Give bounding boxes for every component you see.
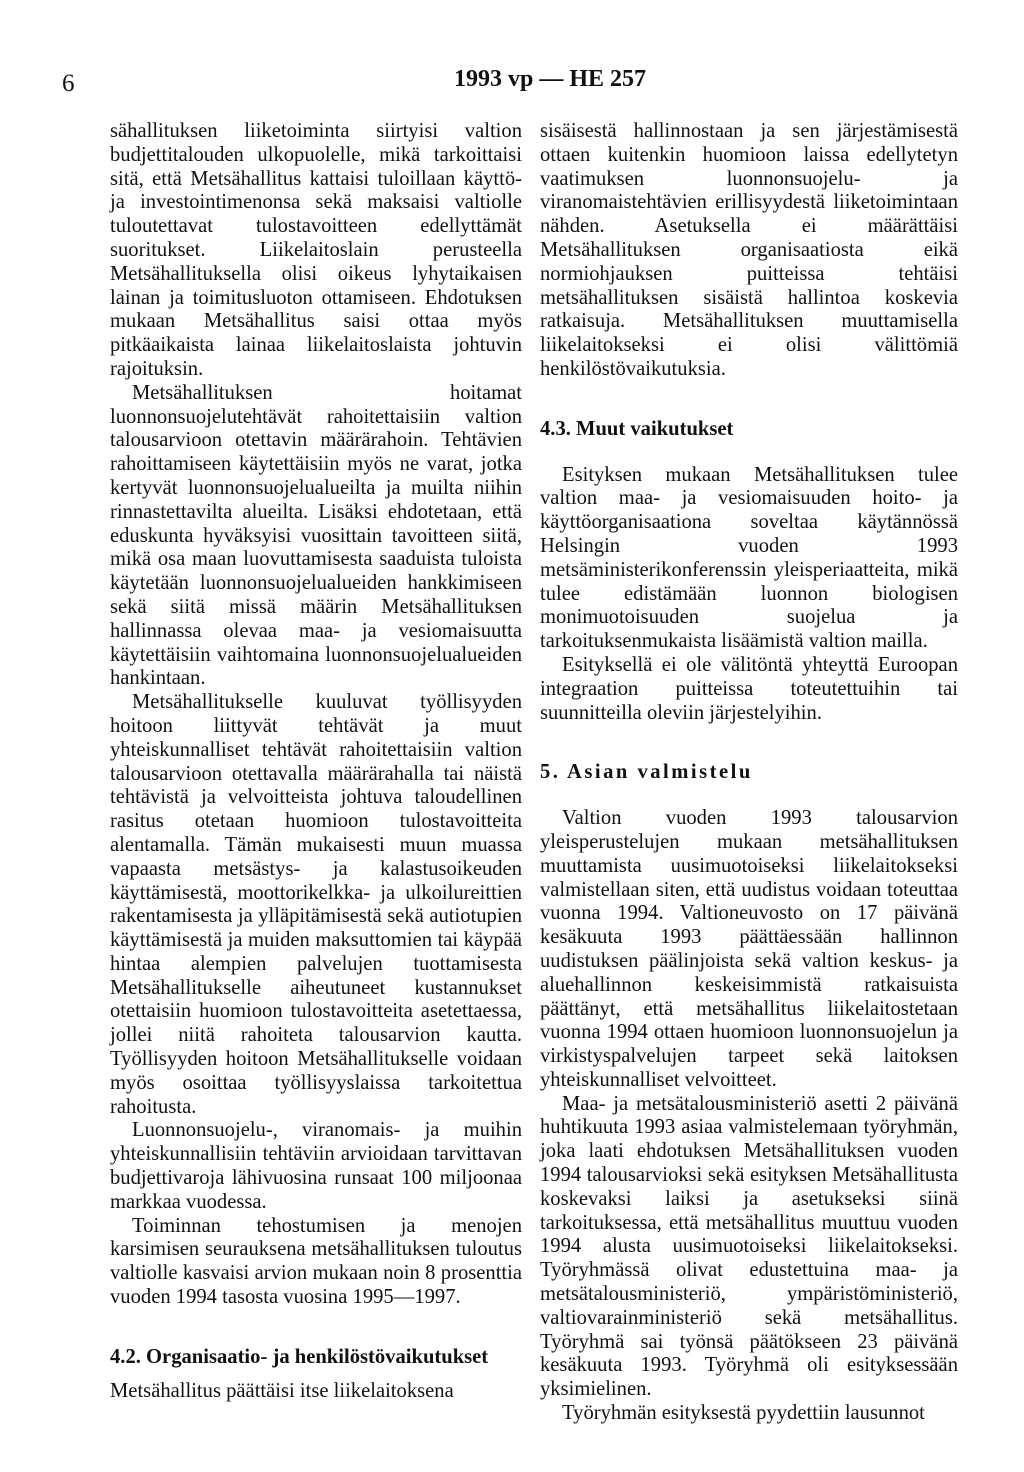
- paragraph: Työryhmän esityksestä pyydettiin lausunnot: [562, 1402, 925, 1425]
- spacer: [110, 1370, 522, 1380]
- paragraph: Toiminnan tehostumisen ja menojen karsimisen seurauksena metsähallituksen tuloutus valtiolle kasvaisi arvion mukaan noin 8 prosenttia vuoden 1994 tasosta vuosina 1995—1997.: [110, 1214, 522, 1309]
- paragraph: Maa- ja metsätalousministeriö asetti 2 päivänä huhtikuuta 1993 asiaa valmistelemaan työryhmän, joka laati ehdotuksen Metsähallituksen vuoden 1994 talousarvioksi sekä esityksen Metsähallitusta koskevaksi laiksi ja asetukseksi siinä tarkoituksessa, että metsähallitus muuttuu vuoden 1994 alusta uusimuotoiseksi liikelaitokseksi. Työryhmässä olivat edustettuina maa- ja metsätalousministeriö, ympäristöministeriö, valtiovarainministeriö sekä metsähallitus. Työryhmä sai työnsä päätökseen 23 päivänä kesäkuuta 1993. Työryhmä oli esityksessään yksimielinen.: [540, 1092, 958, 1401]
- paragraph: Metsähallitus päättäisi itse liikelaitoksena: [110, 1379, 454, 1402]
- spacer: [110, 1310, 522, 1346]
- spacer: [540, 785, 958, 807]
- right-column: [540, 120, 958, 1426]
- paragraph: sisäisestä hallinnostaan ja sen järjestämisestä ottaen kuitenkin huomioon laissa edellytetyn vaatimuksen luonnonsuojelu- ja viranomaistehtävien erillisyydestä liiketoimintaan nähden. Asetuksella ei määrättäisi Metsähallituksen organisaatiosta eikä normiohjauksen puitteissa tehtäisi metsähallituksen sisäistä hallintoa koskevia ratkaisuja. Metsähallituksen muuttamisella liikelaitokseksi ei olisi välittömiä henkilöstövaikutuksia.: [540, 120, 958, 380]
- spacer: [540, 382, 958, 418]
- paragraph: Valtion vuoden 1993 talousarvion yleisperustelujen mukaan metsähallituksen muuttamista uusimuotoiseksi liikelaitokseksi valmistellaan siten, että uudistus voidaan toteuttaa vuonna 1994. Valtioneuvosto on 17 päivänä kesäkuuta 1993 päättäessään hallinnon uudistuksen päälinjoista sekä valtion keskus- ja aluehallinnon keskeisimmistä ratkaisuista päättänyt, että metsähallitus liikelaitostetaan vuonna 1994 ottaen huomioon luonnonsuojelun ja virkistyspalvelujen tarpeet sekä laitoksen yhteiskunnalliset velvoitteet.: [540, 807, 958, 1091]
- running-header: 1993 vp — HE 257: [453, 66, 647, 92]
- page-number: 6: [62, 70, 75, 97]
- section-heading-4-3: 4.3. Muut vaikutukset: [540, 417, 734, 440]
- left-column: [110, 120, 522, 1403]
- section-heading-5: 5. Asian valmistelu: [540, 761, 753, 784]
- spacer: [540, 442, 958, 464]
- paragraph: Metsähallituksen hoitamat luonnonsuojelutehtävät rahoitettaisiin valtion talousarvioon otettavin määrärahoin. Tehtävien rahoittamiseen käytettäisiin myös ne varat, jotka kertyvät luonnonsuojelualueilta ja muilta niihin rinnastettavilta alueilta. Lisäksi ehdotetaan, että eduskunta hyväksyisi vuosittain tavoitteen siitä, mikä osa maan luovuttamisesta saaduista tuloista käytetään luonnonsuojelualueiden hankkimiseen sekä siitä missä määrin Metsähallituksen hallinnassa olevaa maa- ja vesiomaisuutta käytettäisiin vaihtomaina luonnonsuojelualueiden hankintaan.: [110, 381, 522, 690]
- paragraph: Esityksen mukaan Metsähallituksen tulee valtion maa- ja vesiomaisuuden hoito- ja käyttöorganisaationa soveltaa käytännössä Helsingin vuoden 1993 metsäministerikonferenssin yleisperiaatteita, mikä tulee edistämään luonnon biologisen monimuotoisuuden suojelua ja tarkoituksenmukaista lisäämistä valtion mailla.: [540, 463, 958, 653]
- paragraph: Metsähallitukselle kuuluvat työllisyyden hoitoon liittyvät tehtävät ja muut yhteiskunnalliset tehtävät rahoitettaisiin valtion talousarvioon otettavalla määrärahalla tai näistä tehtävistä ja velvoitteista johtuva taloudellinen rasitus otetaan huomioon tulostavoitteita alentamalla. Tämän mukaisesti muun muassa vapaasta metsästys- ja kalastusoikeuden käyttämisestä, moottorikelkka- ja ulkoilureittien rakentamisesta ja ylläpitämisestä sekä autiotupien käyttämisestä ja muiden maksuttomien tai käypää hintaa alempien palvelujen tuottamisesta Metsähallitukselle aiheutuneet kustannukset otettaisiin huomioon tulostavoitteita asetettaessa, jollei niitä rahoiteta talousarvion kautta. Työllisyyden hoitoon Metsähallitukselle voidaan myös osoittaa työllisyyslaissa tarkoitettua rahoitusta.: [110, 691, 522, 1118]
- section-heading-4-2: 4.2. Organisaatio- ja henkilöstövaikutukset: [110, 1345, 489, 1368]
- spacer: [540, 725, 958, 761]
- paragraph: Luonnonsuojelu-, viranomais- ja muihin yhteiskunnallisiin tehtäviin arvioidaan tarvittavan budjettivaroja lähivuosina runsaat 100 miljoonaa markkaa vuodessa.: [110, 1119, 522, 1213]
- paragraph: Esityksellä ei ole välitöntä yhteyttä Euroopan integraation puitteissa toteutettuihin tai suunnitteilla oleviin järjestelyihin.: [540, 653, 958, 724]
- paragraph: sähallituksen liiketoiminta siirtyisi valtion budjettitalouden ulkopuolelle, mikä tarkoittaisi sitä, että Metsähallitus kattaisi tuloillaan käyttö- ja investointimenonsa sekä maksaisi valtiolle tuloutettavat tulostavoitteen edellyttämät suoritukset. Liikelaitoslain perusteella Metsähallituksella olisi oikeus lyhytaikaisen lainan ja toimitusluoton ottamiseen. Ehdotuksen mukaan Metsähallitus saisi ottaa myös pitkäaikaista lainaa liikelaitoslaista johtuvin rajoituksin.: [110, 120, 522, 380]
